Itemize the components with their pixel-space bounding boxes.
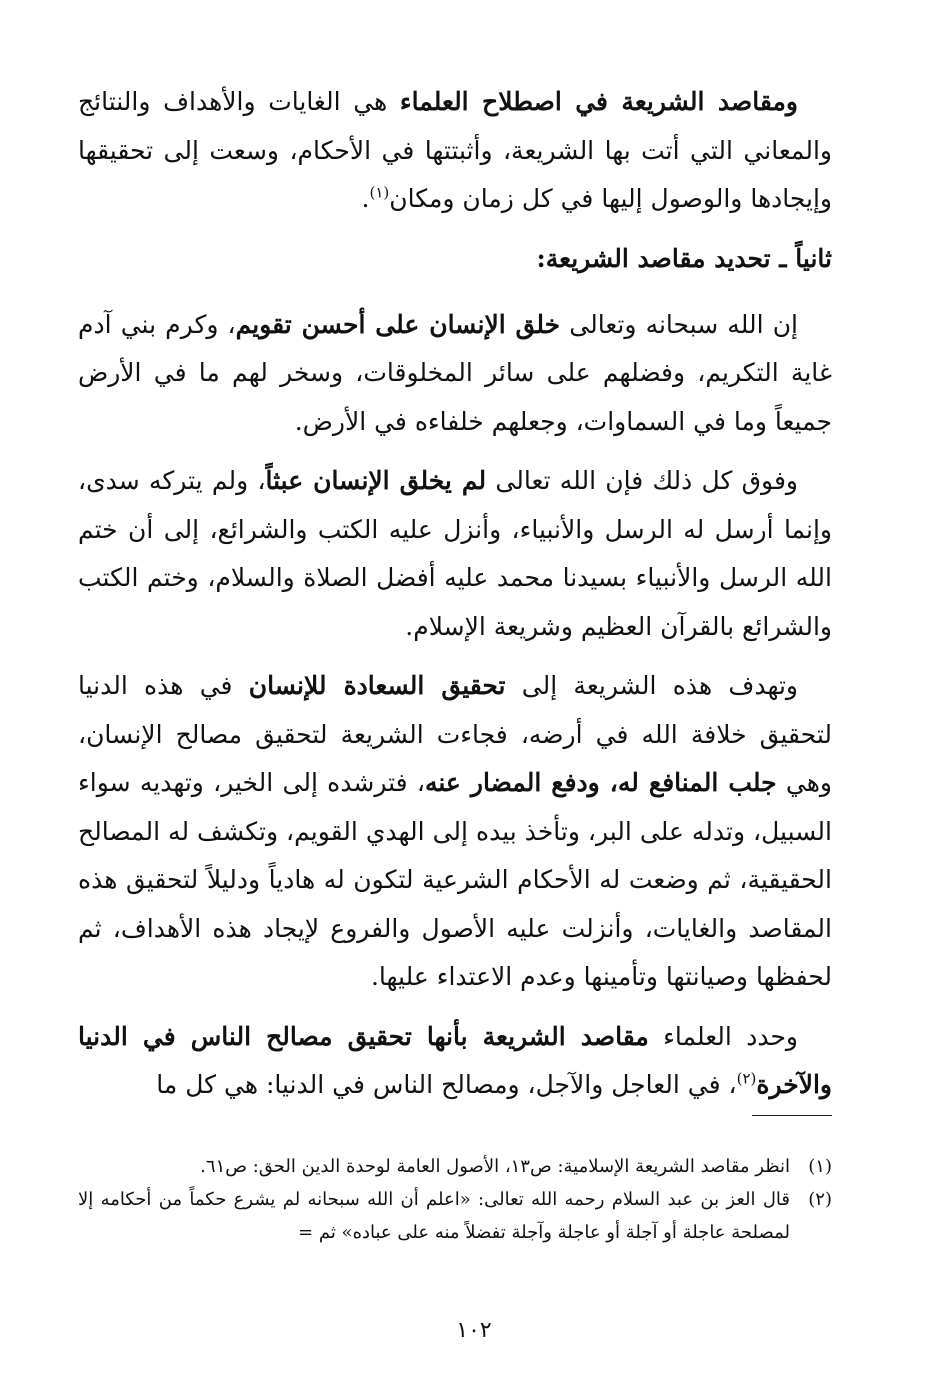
paragraph-text: وفوق كل ذلك فإن الله تعالى <box>486 466 799 495</box>
footnote-number: (٢) <box>808 1189 832 1210</box>
paragraph-text: هي الغايات والأهداف والنتائج والمعاني التي أتت بها الشريعة، وأثبتتها في الأحكام، وسعت إلى تحقيقها وإيجادها والوصول إليها في كل زمان ومكان <box>78 87 832 213</box>
footnote-text: انظر مقاصد الشريعة الإسلامية: ص١٣، الأصول العامة لوحدة الدين الحق: ص٦١. <box>200 1156 790 1177</box>
bold-phrase: جلب المنافع له، ودفع المضار عنه <box>424 768 777 797</box>
footnote-divider <box>752 1115 832 1116</box>
footnote <box>78 1183 832 1249</box>
paragraph-text: إن الله سبحانه وتعالى <box>560 309 798 339</box>
bold-phrase: ومقاصد الشريعة في اصطلاح العلماء <box>399 87 798 116</box>
paragraph <box>78 1013 832 1110</box>
paragraph <box>78 301 832 447</box>
paragraph-text: ، في العاجل والآجل، ومصالح الناس في الدنيا: هي كل ما <box>156 1070 737 1099</box>
paragraph-text: في هذه الدنيا لتحقيق خلافة الله في أرضه، فجاءت الشريعة لتحقيق مصالح الإنسان، وهي <box>78 671 832 797</box>
bold-phrase: تحقيق السعادة للإنسان <box>248 671 506 700</box>
paragraph-text: وحدد العلماء <box>648 1021 798 1051</box>
paragraph <box>78 662 832 1002</box>
bold-phrase: مقاصد الشريعة بأنها تحقيق مصالح الناس في الدنيا والآخرة <box>78 1021 832 1099</box>
footnote-ref: (٢) <box>736 1069 757 1088</box>
footnote-text: قال العز بن عبد السلام رحمه الله تعالى: «اعلم أن الله سبحانه لم يشرع حكماً من أحكامه إلا لمصلحة عاجلة أو آجلة أو عاجلة وآجلة تفضلاً منه على عباده» ثم = <box>78 1189 790 1243</box>
paragraph-text: ، ولم يتركه سدى، وإنما أرسل له الرسل والأنبياء، وأنزل عليه الكتب والشرائع، إلى أن ختم الله الرسل والأنبياء بسيدنا محمد عليه أفضل الصلاة والسلام، وختم الكتب والشرائع بالقرآن العظيم وشريعة الإسلام. <box>78 466 832 641</box>
paragraph-end: . <box>361 184 370 213</box>
bold-phrase: خلق الإنسان على أحسن تقويم <box>235 309 561 339</box>
footnotes <box>78 1150 832 1249</box>
paragraph-text: ، فترشده إلى الخير، وتهديه سواء السبيل، وتدله على البر، وتأخذ بيده إلى الهدي القويم، وتكشف له المصالح الحقيقية، ثم وضعت له الأحكام الشرعية لتكون له هادياً ودليلاً لتحقيق هذه المقاصد والغايات، وأنزلت عليه الأصول والفروع لإيجاد هذه الأهداف، ثم لحفظها وصيانتها وتأمينها وعدم الاعتداء عليها. <box>78 768 832 991</box>
footnote-number: (١) <box>808 1156 832 1177</box>
paragraph <box>78 78 832 224</box>
paragraph-text: وتهدف هذه الشريعة إلى <box>505 671 799 700</box>
footnote <box>78 1150 832 1183</box>
section-heading: ثانياً ـ تحديد مقاصد الشريعة: <box>536 243 832 273</box>
paragraph <box>78 457 832 651</box>
footnote-ref: (١) <box>369 183 390 202</box>
bold-phrase: لم يخلق الإنسان عبثاً <box>265 466 487 495</box>
paragraph-text: ، وكرم بني آدم غاية التكريم، وفضلهم على سائر المخلوقات، وسخر لهم ما في الأرض جميعاً وما في السماوات، وجعلهم خلفاءه في الأرض. <box>78 309 832 436</box>
body-text <box>78 78 832 1121</box>
page-number: ١٠٢ <box>456 1318 492 1343</box>
